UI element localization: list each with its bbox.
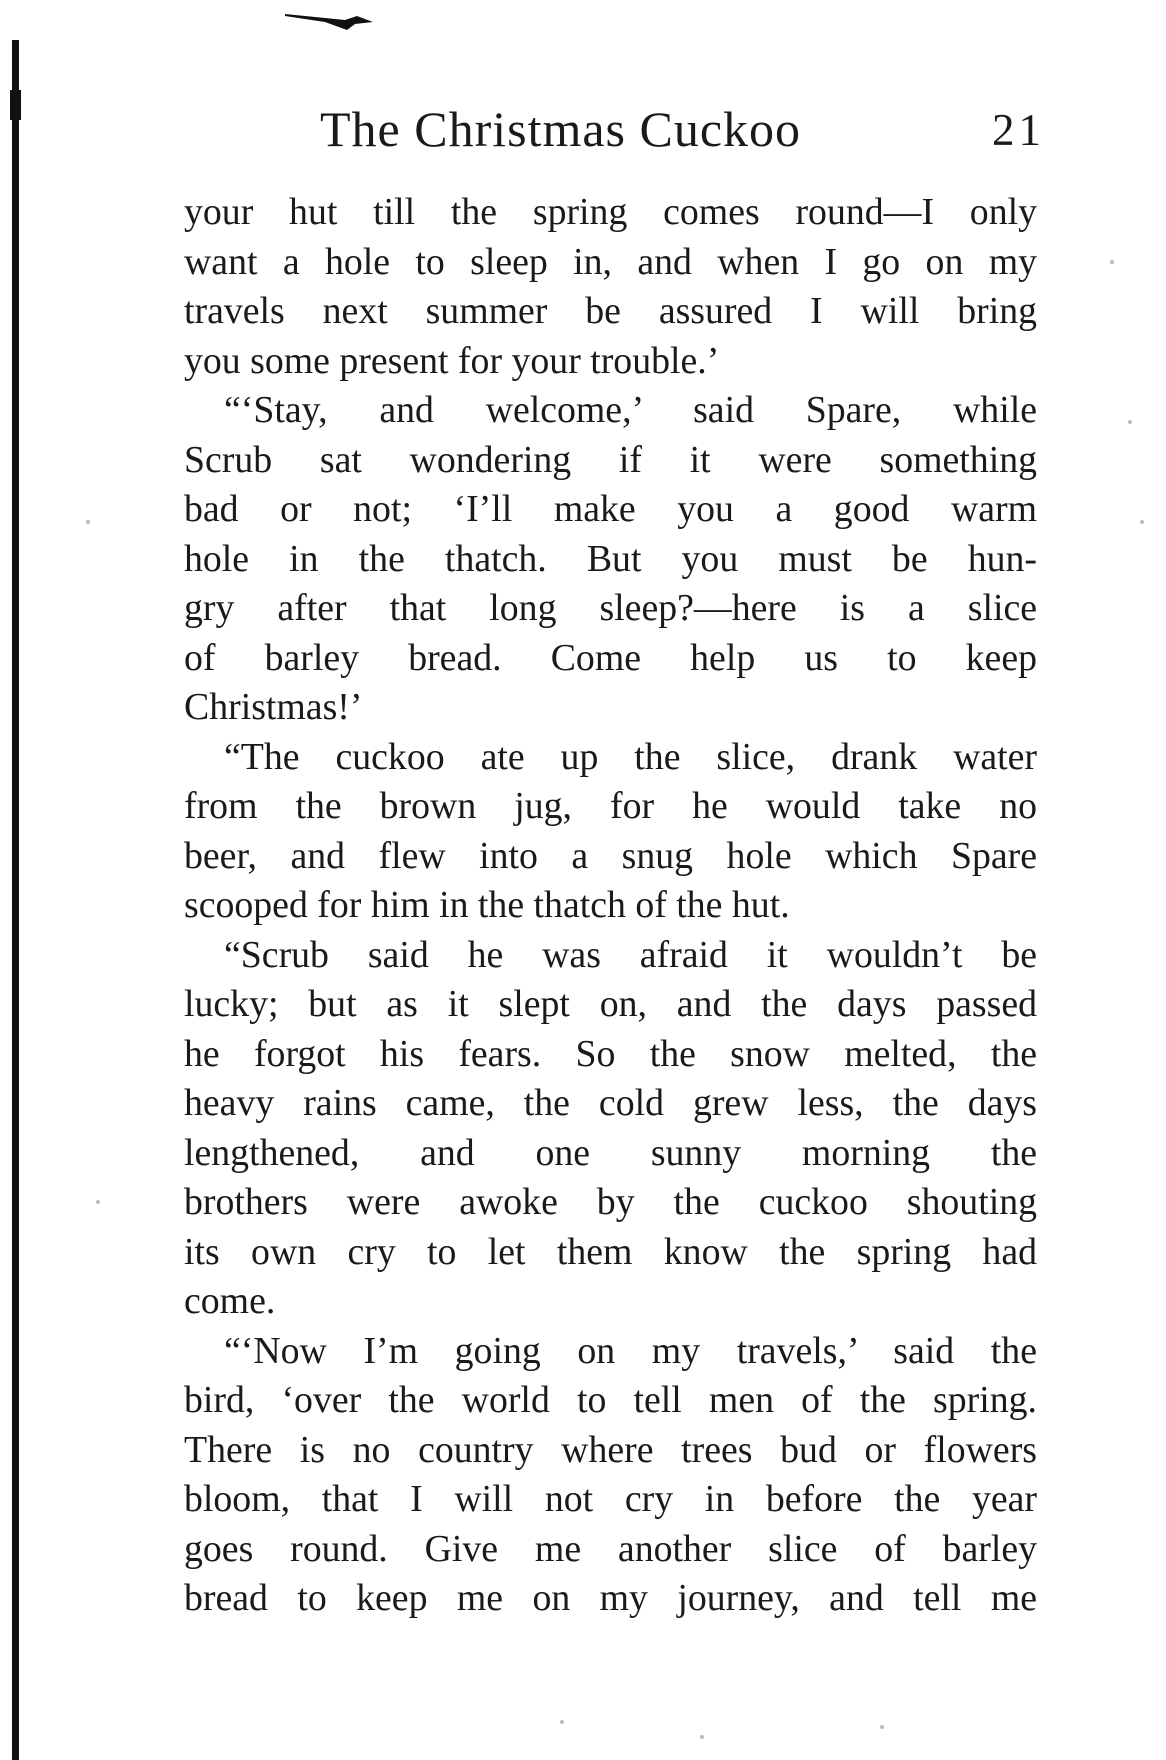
text-line: bloom, that I will not cry in before the year [184, 1478, 1037, 1520]
page-spine-mark [10, 90, 21, 120]
text-line: Christmas!’ [184, 686, 363, 728]
print-speck [1140, 520, 1144, 524]
text-line: lucky; but as it slept on, and the days passed [184, 983, 1037, 1025]
text-line: Scrub sat wondering if it were something [184, 438, 1037, 481]
text-line: of barley bread. Come help us to keep [184, 636, 1037, 679]
body-text [184, 188, 1037, 1624]
page-number: 21 [992, 105, 1045, 155]
text-line: bad or not; ‘I’ll make you a good warm [184, 488, 1037, 530]
text-line: from the brown jug, for he would take no [184, 785, 1037, 827]
text-line: “‘Now I’m going on my travels,’ said the [224, 1329, 1037, 1372]
text-line: lengthened, and one sunny morning the [184, 1131, 1037, 1174]
text-line: brothers were awoke by the cuckoo shouting [184, 1181, 1037, 1223]
text-line: “‘Stay, and welcome,’ said Spare, while [224, 389, 1037, 431]
text-line: want a hole to sleep in, and when I go on my [184, 240, 1037, 283]
print-speck [1128, 420, 1132, 424]
print-speck [1110, 260, 1114, 264]
text-line: “Scrub said he was afraid it wouldn’t be [224, 933, 1037, 976]
text-line: scooped for him in the thatch of the hut. [184, 884, 790, 926]
ink-blot-icon [285, 10, 375, 32]
text-line: bread to keep me on my journey, and tell me [184, 1577, 1037, 1619]
text-line: its own cry to let them know the spring had [184, 1230, 1037, 1273]
text-line: travels next summer be assured I will bring [184, 290, 1037, 332]
print-speck [86, 520, 90, 524]
text-line: hole in the thatch. But you must be hun- [184, 537, 1037, 580]
running-title: The Christmas Cuckoo [320, 101, 802, 157]
text-line: he forgot his fears. So the snow melted, the [184, 1032, 1037, 1075]
print-speck [560, 1720, 564, 1724]
text-line: you some present for your trouble.’ [184, 339, 720, 382]
text-line: gry after that long sleep?—here is a slice [184, 587, 1037, 629]
print-speck [700, 1735, 704, 1739]
text-line: goes round. Give me another slice of barley [184, 1527, 1037, 1570]
running-header [320, 100, 1045, 170]
text-line: beer, and flew into a snug hole which Spare [184, 834, 1037, 877]
text-line: heavy rains came, the cold grew less, the days [184, 1082, 1037, 1124]
text-line: come. [184, 1280, 276, 1322]
text-line: “The cuckoo ate up the slice, drank water [224, 735, 1037, 778]
text-line: There is no country where trees bud or flowers [184, 1428, 1037, 1471]
text-line: bird, ‘over the world to tell men of the spring. [184, 1379, 1037, 1421]
text-line: your hut till the spring comes round—I only [184, 191, 1037, 233]
page-spine-shadow [12, 40, 19, 1760]
print-speck [880, 1725, 884, 1729]
print-speck [96, 1200, 100, 1204]
